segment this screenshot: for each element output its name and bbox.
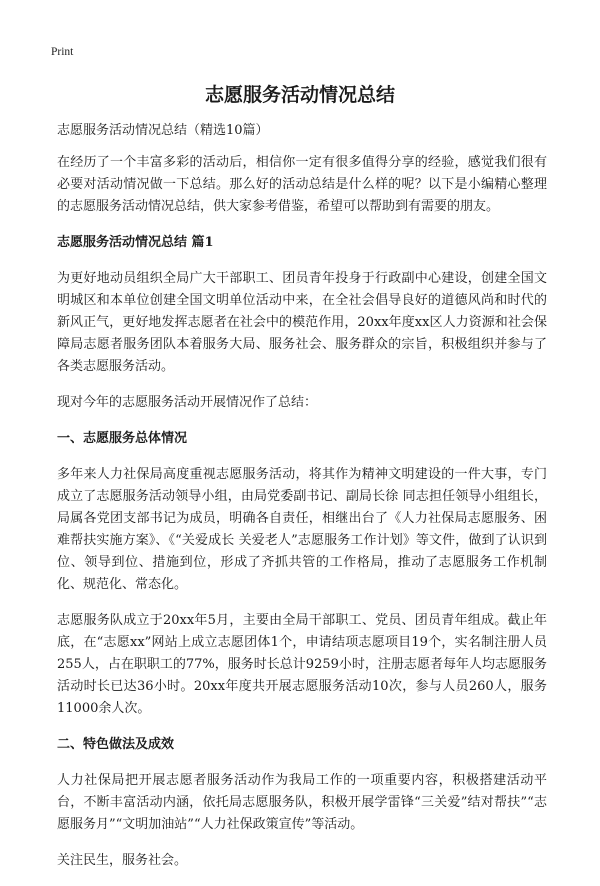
print-label[interactable]: Print (51, 46, 74, 58)
heading-overall-situation: 一、志愿服务总体情况 (57, 431, 188, 446)
document-body (57, 120, 547, 886)
paragraph-2: 现对今年的志愿服务活动开展情况作了总结： (57, 395, 318, 410)
document-subtitle: 志愿服务活动情况总结（精选10篇） (57, 123, 269, 138)
section-heading: 志愿服务活动情况总结 篇1 (57, 235, 214, 250)
paragraph-5: 人力社保局把开展志愿者服务活动作为我局工作的一项重要内容，积极搭建活动平台，不断丰富活动内涵，依托局志愿服务队，积极开展学雷锋“三关爱”结对帮扶”“志愿服务月”“文明加油站”“人力社保政策宣传”等活动。 (57, 773, 547, 832)
paragraph-6: 关注民生，服务社会。 (57, 853, 188, 868)
heading-features: 二、特色做法及成效 (57, 737, 175, 752)
intro-paragraph: 在经历了一个丰富多彩的活动后，相信你一定有很多值得分享的经验，感觉我们很有必要对活动情况做一下总结。那么好的活动总结是什么样的呢？以下是小编精心整理的志愿服务活动情况总结，供大家参考借鉴，希望可以帮助到有需要的朋友。 (57, 155, 547, 214)
paragraph-4: 志愿服务队成立于20xx年5月，主要由全局干部职工、党员、团员青年组成。截止年底，在“志愿xx”网站上成立志愿团体1个，申请结项志愿项目19个，实名制注册人员255人，占在职职工的77%，服务时长总计9259小时，注册志愿者每年人均志愿服务活动时长已达36小时。20xx年度共开展志愿服务活动10次，参与人员260人，服务11000余人次。 (57, 613, 547, 716)
paragraph-3: 多年来人力社保局高度重视志愿服务活动，将其作为精神文明建设的一件大事，专门成立了志愿服务活动领导小组，由局党委副书记、副局长徐 同志担任领导小组组长，局属各党团支部书记为成员，明确各自责任，相继出台了《人力社保局志愿服务、困难帮扶实施方案》、《“关爱成长 关爱老人”志愿服务工作计划》等文件，做到了认识到位、领导到位、措施到位，形成了齐抓共管的工作格局，推动了志愿服务工作机制化、规范化、常态化。 (57, 467, 547, 592)
paragraph-1: 为更好地动员组织全局广大干部职工、团员青年投身于行政副中心建设，创建全国文明城区和本单位创建全国文明单位活动中来，在全社会倡导良好的道德风尚和时代的新风正气，更好地发挥志愿者在社会中的模范作用，20xx年度xx区人力资源和社会保障局志愿者服务团队本着服务大局、服务社会、服务群众的宗旨，积极组织并参与了各类志愿服务活动。 (57, 271, 547, 374)
page-title: 志愿服务活动情况总结 (204, 84, 395, 106)
